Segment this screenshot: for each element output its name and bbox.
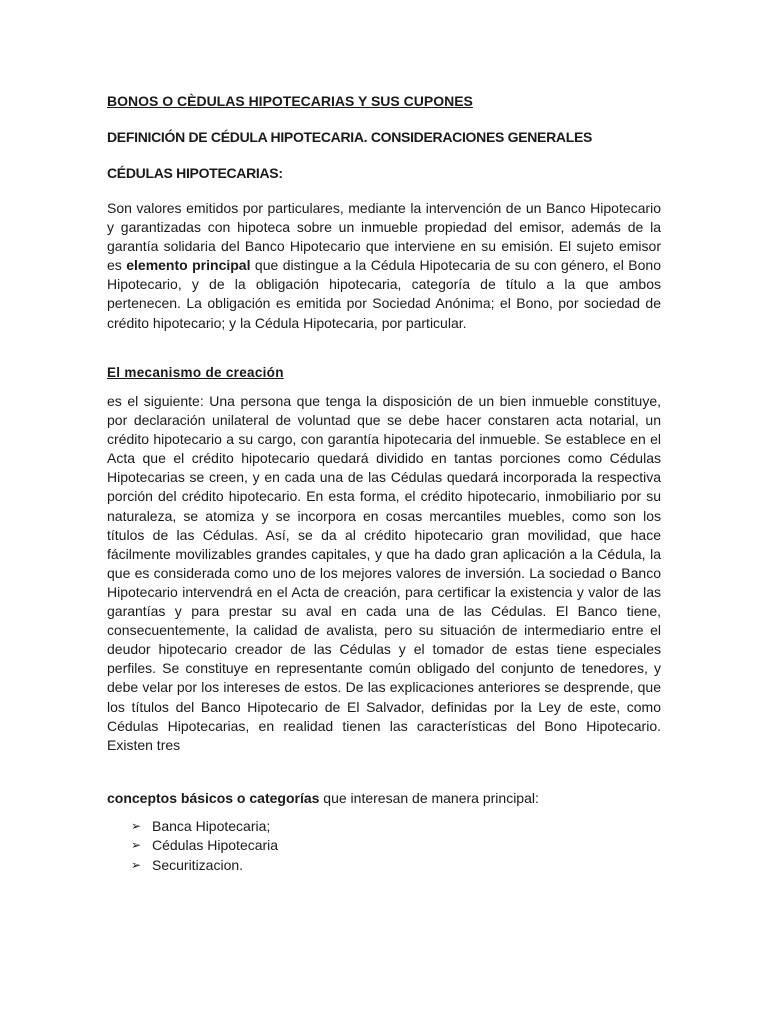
- list-item: [131, 856, 278, 875]
- document-subtitle: DEFINICIÓN DE CÉDULA HIPOTECARIA. CONSIDERACIONES GENERALES: [107, 129, 593, 145]
- section-heading-cedulas: CÉDULAS HIPOTECARIAS:: [107, 165, 283, 181]
- paragraph-definition-bold: elemento principal: [126, 257, 251, 274]
- paragraph-definition-text-1: Son valores emitidos por particulares, mediante la intervención de un Banco Hipotecario y garantizadas con hipoteca sobre un inmueble propiedad del emisor, además de la garantía solidaria del Banco Hipotecario que interviene en su emisión. El sujeto emisor es: [107, 200, 661, 274]
- paragraph-definition-text-2: que distingue a la Cédula Hipotecaria de su con género, el Bono Hipotecario, y de la obligación hipotecaria, categoría de título a la que ambos pertenecen. La obligación es emitida por Sociedad Anónima; el Bono, por sociedad de crédito hipotecario; y la Cédula Hipotecaria, por particular.: [107, 257, 661, 331]
- paragraph-conceptos-text: que interesan de manera principal:: [319, 790, 539, 806]
- paragraph-conceptos-bold: conceptos básicos o categorías: [107, 790, 320, 806]
- list-item-label: Securitizacion.: [152, 856, 244, 873]
- section-heading-mecanismo: El mecanismo de creación: [107, 365, 284, 380]
- list-item-label: Banca Hipotecaria;: [152, 818, 271, 834]
- arrow-bullet-icon: ➢: [131, 838, 142, 853]
- concepts-list: [131, 817, 278, 875]
- list-item: [131, 817, 278, 836]
- paragraph-conceptos: [107, 789, 661, 808]
- paragraph-definition: [107, 199, 661, 333]
- arrow-bullet-icon: ➢: [131, 857, 142, 872]
- paragraph-mecanismo: es el siguiente: Una persona que tenga la disposición de un bien inmueble constituye, por declaración unilateral de voluntad que se debe hacer constaren acta notarial, un crédito hipotecario a su cargo, con garantía hipotecaria del inmueble. Se establece en el Acta que el crédito hipotecario quedará dividido en tantas porciones como Cédulas Hipotecarias se creen, y en cada una de las Cédulas quedará incorporada la respectiva porción del crédito hipotecario. En esta forma, el crédito hipotecario, inmobiliario por su naturaleza, se atomiza y se incorpora en cosas mercantiles muebles, como son los títulos de las Cédulas. Así, se da al crédito hipotecario gran movilidad, que hace fácilmente movilizables grandes capitales, y que ha dado gran aplicación a la Cédula, la que es considerada como uno de los mejores valores de inversión. La sociedad o Banco Hipotecario intervendrá en el Acta de creación, para certificar la existencia y valor de las garantías y para prestar su aval en cada una de las Cédulas. El Banco tiene, consecuentemente, la calidad de avalista, pero su situación de intermediario entre el deudor hipotecario creador de las Cédulas y el tomador de estas tiene especiales perfiles. Se constituye en representante común obligado del conjunto de tenedores, y debe velar por los intereses de estos. De las explicaciones anteriores se desprende, que los títulos del Banco Hipotecario de El Salvador, definidas por la Ley de este, como Cédulas Hipotecarias, en realidad tienen las características del Bono Hipotecario. Existen tres: [107, 393, 661, 753]
- arrow-bullet-icon: ➢: [131, 819, 142, 833]
- list-item: [131, 836, 278, 855]
- list-item-label: Cédulas Hipotecaria: [152, 837, 279, 854]
- document-title: BONOS O CÈDULAS HIPOTECARIAS Y SUS CUPONES: [107, 93, 473, 109]
